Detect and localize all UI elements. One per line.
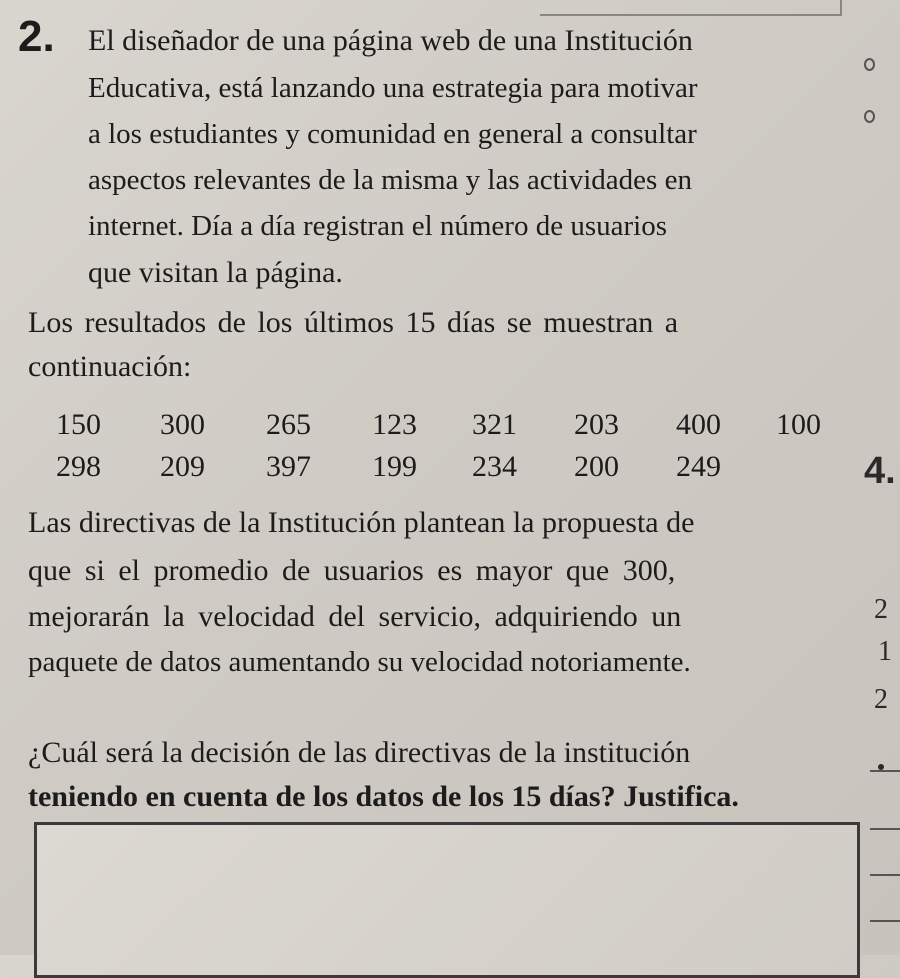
paragraph1-line2: Educativa, está lanzando una estrategia para motivar <box>88 72 698 104</box>
paragraph1-line6: que visitan la página. <box>88 256 343 289</box>
data-value: 150 <box>56 408 101 441</box>
paragraph3-line4: paquete de datos aumentando su velocidad notoriamente. <box>28 646 691 678</box>
paragraph4-line2: teniendo en cuenta de los datos de los 15 días? Justifica. <box>28 780 739 813</box>
data-value: 203 <box>574 408 619 441</box>
question-number: 2. <box>18 12 55 61</box>
margin-ring-mark <box>864 110 875 123</box>
margin-mark: 2 <box>874 684 888 715</box>
data-value: 300 <box>160 408 205 441</box>
data-value: 397 <box>266 450 311 483</box>
paragraph2-line2: continuación: <box>28 350 192 383</box>
data-value: 400 <box>676 408 721 441</box>
data-value: 234 <box>472 450 517 483</box>
data-value: 200 <box>574 450 619 483</box>
margin-mark: 1 <box>878 636 892 667</box>
paragraph1-line3: a los estudiantes y comunidad en general a consultar <box>88 118 697 150</box>
paper-edge <box>540 0 842 16</box>
data-value: 209 <box>160 450 205 483</box>
paragraph3-line1: Las directivas de la Institución plantean la propuesta de <box>28 506 695 539</box>
paragraph4-line1: ¿Cuál será la decisión de las directivas de la institución <box>28 736 691 769</box>
data-value: 321 <box>472 408 517 441</box>
paragraph2-line1: Los resultados de los últimos 15 días se muestran a <box>28 306 679 339</box>
data-value: 298 <box>56 450 101 483</box>
data-value: 123 <box>372 408 417 441</box>
paragraph3-line3: mejorarán la velocidad del servicio, adquiriendo un <box>28 600 682 633</box>
paragraph3-line2: que si el promedio de usuarios es mayor que 300, <box>28 554 676 587</box>
data-value: 100 <box>776 408 821 441</box>
data-value: 265 <box>266 408 311 441</box>
margin-ring-mark <box>864 58 875 71</box>
paragraph1-line5: internet. Día a día registran el número de usuarios <box>88 210 667 242</box>
data-value: 199 <box>372 450 417 483</box>
margin-mark: 2 <box>874 594 888 625</box>
paragraph1-line4: aspectos relevantes de la misma y las actividades en <box>88 164 692 196</box>
paragraph1-line1: El diseñador de una página web de una Institución <box>88 24 693 57</box>
adjacent-page-lines <box>870 770 900 955</box>
next-question-number: 4. <box>864 450 896 492</box>
data-value: 249 <box>676 450 721 483</box>
